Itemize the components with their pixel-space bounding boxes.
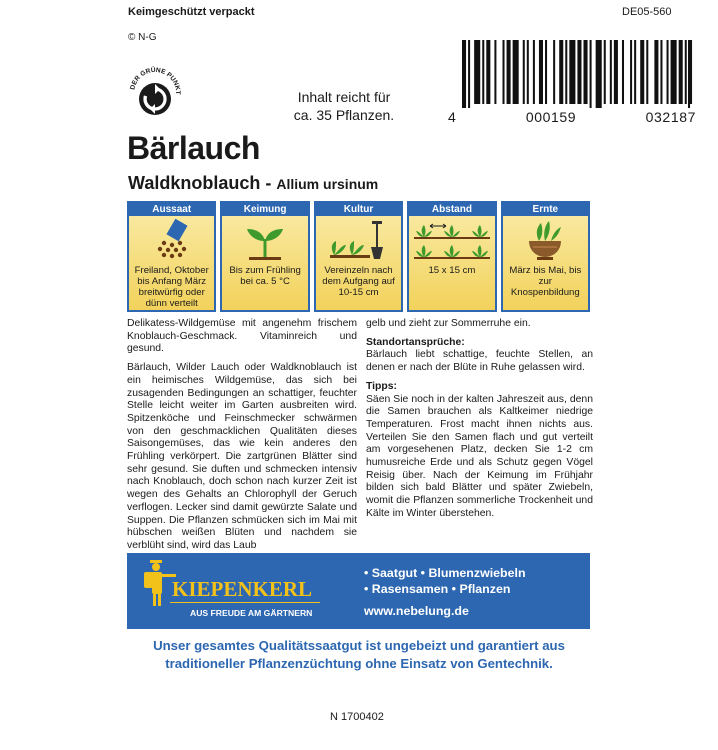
barcode-bar <box>590 40 592 108</box>
care-column <box>366 318 593 527</box>
barcode-bar <box>679 40 683 104</box>
spacing-icon <box>409 216 494 264</box>
packaging-note: Keimgeschützt verpackt <box>128 6 255 18</box>
green-dot-text: DER GRÜNE PUNKT <box>129 66 182 95</box>
barcode-digit-group: 4 <box>448 109 457 125</box>
barcode-digit-group: 032187 <box>645 109 696 125</box>
order-number: N 1700402 <box>330 711 384 723</box>
content-info-line1: Inhalt reicht für <box>297 89 391 105</box>
barcode-bar <box>553 40 555 104</box>
barcode-bar <box>503 40 505 104</box>
barcode-bar <box>667 40 669 104</box>
content-info <box>284 88 404 124</box>
barcode-bar <box>596 40 602 108</box>
card-text: Freiland, Oktober bis Anfang März breitwürfig oder dünn verteilt <box>134 265 209 309</box>
kiepenkerl-logo <box>134 557 334 625</box>
barcode-bar <box>577 40 581 104</box>
barcode-bar <box>482 40 484 104</box>
barcode-bar <box>654 40 658 104</box>
barcode-bar <box>565 40 567 104</box>
barcode-bar <box>523 40 525 104</box>
barcode-bar <box>634 40 636 104</box>
card-keimung <box>220 201 309 312</box>
barcode-bar <box>630 40 632 104</box>
barcode-bar <box>640 40 644 104</box>
card-text: Bis zum Frühling bei ca. 5 °C <box>229 265 301 287</box>
barcode-bar <box>513 40 519 104</box>
quality-note-line1: Unser gesamtes Qualitätssaatgut ist ungebeizt und garantiert aus <box>153 638 565 653</box>
barcode-bar <box>462 40 466 108</box>
product-latin-name: Allium ursinum <box>276 176 379 192</box>
barcode-bar <box>569 40 575 104</box>
tips-text: Säen Sie noch in der kalten Jahreszeit aus, denn die Samen brauchen als Kaltkeimer niedrige Temperaturen. Frost macht ihnen nichts aus. Verteilen Sie den Samen flach und gut verteilt am vorgesehenen Platz, decken Sie 1-2 cm humusreiche Erde und als Schutz gegen Vögel Reisig über. Nach der Keimung im Frühjahr bilden sich bald Blätter und später Zwiebeln, womit die Pflanzen sommerliche Trockenheit und Kälte im Winter überstehen. <box>366 393 593 519</box>
spade-seedlings-icon <box>316 216 401 264</box>
barcode-bar <box>646 40 648 104</box>
card-kultur <box>314 201 403 312</box>
barcode-bar <box>494 40 496 104</box>
product-title: Bärlauch <box>127 130 260 166</box>
card-ernte <box>501 201 590 312</box>
content-info-line2: ca. 35 Pflanzen. <box>293 107 395 123</box>
barcode-digits <box>448 109 696 125</box>
product-subtitle <box>128 173 378 194</box>
barcode-bar <box>604 40 606 104</box>
card-label: Ernte <box>532 204 559 215</box>
quality-note-line2: traditioneller Pflanzenzüchtung ohne Einsatz von Gentechnik. <box>165 656 553 671</box>
barcode-bar <box>527 40 529 104</box>
barcode-bar <box>584 40 588 104</box>
green-dot-logo <box>124 62 186 124</box>
barcode-digit-group: 000159 <box>525 109 577 125</box>
brand-slogan: AUS FREUDE AM GÄRTNERN <box>190 608 313 618</box>
barcode-bar <box>688 40 690 108</box>
brand-products-line1: • Saatgut • Blumenzwiebeln <box>364 566 526 580</box>
harvest-bowl-icon <box>503 216 588 264</box>
barcode-bar <box>685 40 687 104</box>
card-text: 15 x 15 cm <box>428 265 476 276</box>
barcode-bar <box>486 40 490 104</box>
barcode-bar <box>468 40 470 108</box>
brand-products-line2: • Rasensamen • Pflanzen <box>364 582 511 596</box>
barcode-bar <box>622 40 624 104</box>
card-label: Kultur <box>343 204 374 215</box>
brand-info <box>364 565 526 619</box>
brand-name: KIEPENKERL <box>172 577 313 601</box>
barcode-bar <box>507 40 511 104</box>
copyright: © N-G <box>128 32 157 43</box>
sprout-icon <box>223 216 308 264</box>
barcode-bar <box>660 40 662 104</box>
card-abstand <box>407 201 496 312</box>
description-intro: Delikatess-Wildgemüse mit angenehm frischem Knoblauch-Geschmack. Vitaminreich und gesund. <box>127 318 357 355</box>
info-cards <box>127 201 590 312</box>
barcode-bar <box>614 40 618 104</box>
product-subtitle-common: Waldknoblauch - <box>128 173 277 193</box>
article-code: DE05-560 <box>622 6 672 18</box>
card-label: Abstand <box>431 204 472 215</box>
description-continuation: gelb und zieht zur Sommerruhe ein. <box>366 318 531 329</box>
barcode-bar <box>539 40 543 104</box>
card-text: Vereinzeln nach dem Aufgang auf 10-15 cm <box>322 265 395 298</box>
card-aussaat <box>127 201 216 312</box>
barcode-bar <box>559 40 563 104</box>
description-column <box>127 318 357 559</box>
card-label: Aussaat <box>152 204 192 215</box>
barcode-bar <box>610 40 612 104</box>
barcode-bar <box>671 40 677 104</box>
location-text: Bärlauch liebt schattige, feuchte Stellen, an denen er nach der Blüte in Ruhe gelassen wird. <box>366 349 593 374</box>
location-heading: Standortansprüche: <box>366 336 465 348</box>
card-text: März bis Mai, bis zur Knospenbildung <box>509 265 582 298</box>
barcode-bar <box>474 40 480 104</box>
barcode-bar <box>533 40 535 104</box>
quality-note <box>20 637 698 673</box>
card-label: Keimung <box>243 204 287 215</box>
brand-website: www.nebelung.de <box>364 604 469 618</box>
description-body: Bärlauch, Wilder Lauch oder Waldknoblauch ist ein heimisches Wildgemüse, das sich bei zusagenden Bedingungen an schattiger, feuchter Stelle leicht weiter im Garten ausbreiten wird. Spitzenköche und Feinschmecker schwärmen von den geschmacklichen Qualitäten dieses Saisongemüses, das wie kein anderes den Frühling verkörpert. Die zartgrünen Blätter sind sehr gesund. Sie duften und schmecken intensiv nach Knoblauch, doch schon nach kurzer Zeit ist wegen des Gehalts an Chlorophyll der Geruch verflogen. Lecker sind damit gewürzte Salate und Suppen. Die Pflanzen schmücken sich im Mai mit hübschen weißen Blüten und nachdem sie verblüht sind, wird das Laub <box>127 362 357 551</box>
tips-heading: Tipps: <box>366 380 397 392</box>
seed-packet-icon <box>129 216 214 264</box>
barcode-bar <box>545 40 547 104</box>
